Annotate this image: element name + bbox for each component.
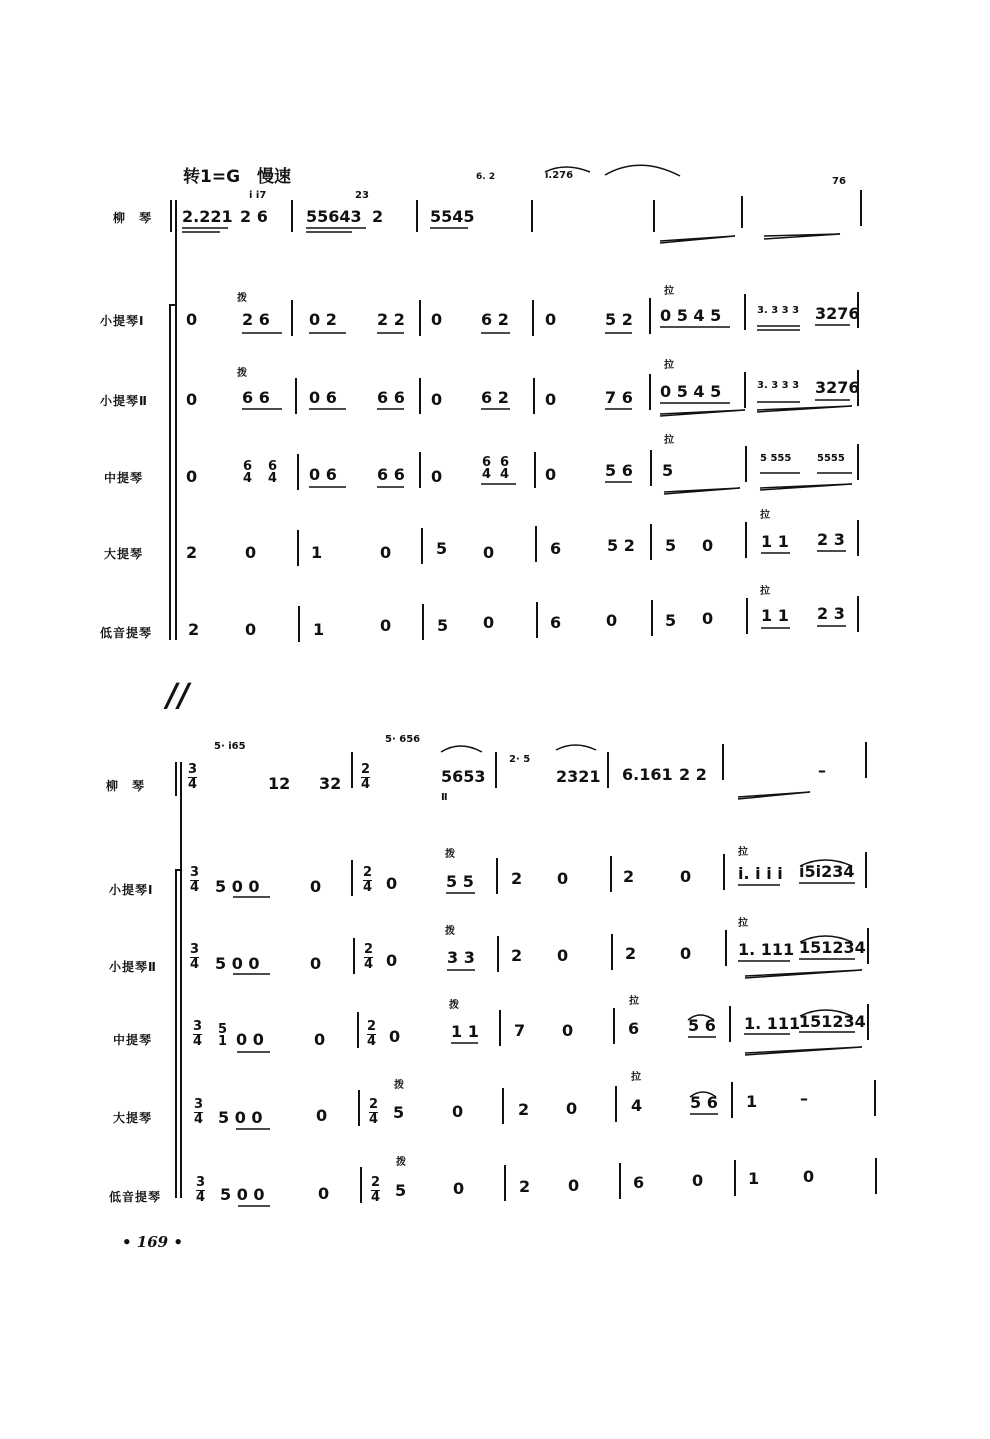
liuqin-ornament-marks: 6. 2 — [476, 172, 496, 182]
vn2b-m7: 2 — [625, 944, 637, 963]
cbb-m7: 6 — [633, 1173, 645, 1192]
va-chord-m2a: 6 4 — [243, 459, 253, 486]
time-signature-vn2: 3 4 — [190, 942, 200, 972]
va-chord-m6a: 6 4 — [482, 455, 492, 482]
vcb-m6: 0 — [566, 1099, 578, 1118]
time-signature-cb: 3 4 — [196, 1175, 206, 1205]
vn2b-bow-mark: 拉 — [738, 918, 748, 929]
vab-chord-m1: 5 1 — [218, 1022, 228, 1049]
liuqin2-m6: 6.161 — [622, 765, 673, 784]
vn2b-m3: 0 — [386, 951, 398, 970]
vn1-m7: 0 — [545, 310, 557, 329]
vn2b-m1: 5 0 0 — [215, 954, 260, 973]
cbb-m5: 2 — [519, 1177, 531, 1196]
vab-m3: 0 — [389, 1027, 401, 1046]
va-m3: 0 6 — [309, 465, 337, 484]
cbb-m8: 0 — [692, 1171, 704, 1190]
time-signature-vn1: 3 4 — [190, 865, 200, 895]
vcb-bow-mark: 拉 — [631, 1072, 641, 1083]
vc-m8: 5 2 — [607, 536, 635, 555]
vc-m12: 2 3 — [817, 530, 845, 549]
cbb-m9: 1 — [748, 1169, 760, 1188]
time-signature-vn1-b: 2 4 — [363, 865, 373, 895]
vcb-m3: 5 — [393, 1103, 405, 1122]
va-m11: 5555 — [817, 453, 845, 464]
vn1b-pluck-mark: 拨 — [445, 849, 455, 860]
time-signature-va: 3 4 — [193, 1019, 203, 1049]
page-number: • 169 • — [122, 1233, 183, 1251]
vn2-m2: 6 6 — [242, 388, 270, 407]
liuqin-measure-2b: 2 — [372, 207, 384, 226]
vn2b-m2: 0 — [310, 954, 322, 973]
time-signature-vc-b: 2 4 — [369, 1097, 379, 1127]
instrument-label-violin1-2: 小提琴Ⅰ — [109, 883, 154, 897]
va-chord-m2b: 6 4 — [268, 459, 278, 486]
va-chord-m6b: 6 4 — [500, 455, 510, 482]
vn1-m11: 3276 — [815, 304, 860, 323]
instrument-label-cello: 大提琴 — [104, 547, 144, 561]
vn1-m4: 2 2 — [377, 310, 405, 329]
vab-m4: 1 1 — [451, 1022, 479, 1041]
time-signature-va-b: 2 4 — [367, 1019, 377, 1049]
vn2-m1: 0 — [186, 390, 198, 409]
liuqin2-m7: 2 2 — [679, 765, 707, 784]
vn2-m9: 0 5 4 5 — [660, 382, 722, 401]
cb-m12: 2 3 — [817, 604, 845, 623]
cbb-m2: 0 — [318, 1184, 330, 1203]
vn2-m7: 0 — [545, 390, 557, 409]
key-tempo-marking: 转1=G 慢速 — [183, 167, 292, 187]
vn1b-m8: 0 — [680, 867, 692, 886]
va-m7: 0 — [545, 465, 557, 484]
cb-m3: 1 — [313, 620, 325, 639]
vab-m7: 6 — [628, 1019, 640, 1038]
vn2-bow-mark: 拉 — [664, 360, 674, 371]
va-m5: 0 — [431, 467, 443, 486]
vcb-m10: – — [800, 1089, 808, 1108]
liuqin-measure-6-top: 76 — [832, 176, 846, 187]
vc-m3: 1 — [311, 543, 323, 562]
vc-m11: 1 1 — [761, 532, 789, 551]
cb-m1: 2 — [188, 620, 200, 639]
vc-m9: 5 — [665, 536, 677, 555]
system-separator: // — [162, 676, 193, 714]
cb-m2: 0 — [245, 620, 257, 639]
vn1-m8: 5 2 — [605, 310, 633, 329]
time-signature-cb-b: 2 4 — [371, 1175, 381, 1205]
liuqin-measure-2a: 55643 — [306, 207, 362, 226]
vn1-m10: 3. 3 3 3 — [757, 305, 800, 316]
vn1b-bow-mark: 拉 — [738, 847, 748, 858]
vc-m7: 6 — [550, 539, 562, 558]
liuqin2-m3: 5653 — [441, 767, 486, 786]
liuqin2-roman: Ⅱ — [441, 792, 448, 803]
vn1-pluck-mark: 拨 — [237, 293, 247, 304]
liuqin-grace-notes: i i7 — [249, 190, 267, 201]
liuqin2-m4: 2· 5 — [509, 754, 531, 765]
vn2-m11: 3276 — [815, 378, 860, 397]
instrument-label-bass: 低音提琴 — [100, 626, 153, 640]
liuqin2-m8: – — [818, 761, 826, 780]
time-signature-liuqin: 3 4 — [188, 762, 198, 792]
cb-m10: 0 — [702, 609, 714, 628]
cb-bow-mark: 拉 — [760, 586, 770, 597]
liuqin-measure-1b: 2 6 — [240, 207, 268, 226]
vn2b-m5: 2 — [511, 946, 523, 965]
va-bow-mark: 拉 — [664, 435, 674, 446]
va-m10: 5 555 — [760, 453, 792, 464]
vab-m5: 7 — [514, 1021, 526, 1040]
vc-m2: 0 — [245, 543, 257, 562]
cb-m7: 6 — [550, 613, 562, 632]
vn2-m5: 0 — [431, 390, 443, 409]
vn1-m5: 0 — [431, 310, 443, 329]
vn1-m9: 0 5 4 5 — [660, 306, 722, 325]
vn2-m4: 6 6 — [377, 388, 405, 407]
instrument-label-liuqin-2: 柳 琴 — [106, 779, 146, 793]
vn2-m8: 7 6 — [605, 388, 633, 407]
vab-m6: 0 — [562, 1021, 574, 1040]
va-m1: 0 — [186, 467, 198, 486]
cbb-m4: 0 — [453, 1179, 465, 1198]
vn1-m1: 0 — [186, 310, 198, 329]
vab-m8: 5 6 — [688, 1016, 716, 1035]
cbb-pluck-mark: 拨 — [396, 1157, 406, 1168]
vn2-m10: 3. 3 3 3 — [757, 380, 800, 391]
vab-bow-mark: 拉 — [629, 996, 639, 1007]
vc-m10: 0 — [702, 536, 714, 555]
vcb-m1: 5 0 0 — [218, 1108, 263, 1127]
vc-m5: 5 — [436, 539, 448, 558]
instrument-label-viola-2: 中提琴 — [113, 1033, 153, 1047]
time-signature-liuqin-b: 2 4 — [361, 762, 371, 792]
vn2-m3: 0 6 — [309, 388, 337, 407]
vn1-bow-mark: 拉 — [664, 286, 674, 297]
liuqin-measure-1a: 2.221 — [182, 207, 233, 226]
instrument-label-bass-2: 低音提琴 — [109, 1190, 162, 1204]
cb-m9: 5 — [665, 611, 677, 630]
vn1b-m5: 2 — [511, 869, 523, 888]
vn1b-m10: i5i234 — [799, 862, 855, 881]
vn1-m3: 0 2 — [309, 310, 337, 329]
vab-m9: 1. 111 — [744, 1014, 801, 1033]
cbb-m6: 0 — [568, 1176, 580, 1195]
vn2b-m6: 0 — [557, 946, 569, 965]
vcb-pluck-mark: 拨 — [394, 1080, 404, 1091]
liuqin-measure-3: 5545 — [430, 207, 475, 226]
vab-m2: 0 — [314, 1030, 326, 1049]
vn2b-m8: 0 — [680, 944, 692, 963]
vn1b-m2: 0 — [310, 877, 322, 896]
vn1-m6: 6 2 — [481, 310, 509, 329]
vn2b-m9: 1. 111 — [738, 940, 795, 959]
instrument-label-viola: 中提琴 — [104, 471, 144, 485]
vab-m1: 0 0 — [236, 1030, 264, 1049]
vn2-m6: 6 2 — [481, 388, 509, 407]
va-m9: 5 — [662, 461, 674, 480]
vn1b-m6: 0 — [557, 869, 569, 888]
liuqin-measure-4-top: i.276 — [545, 170, 574, 181]
vn1b-m4: 5 5 — [446, 872, 474, 891]
vn2b-m10: 151234 — [799, 938, 866, 957]
vc-m6: 0 — [483, 543, 495, 562]
vc-m4: 0 — [380, 543, 392, 562]
liuqin2-m5: 2321 — [556, 767, 601, 786]
instrument-label-liuqin: 柳 琴 — [113, 211, 153, 225]
liuqin-grace-23: 23 — [355, 190, 369, 201]
cbb-m10: 0 — [803, 1167, 815, 1186]
vc-bow-mark: 拉 — [760, 510, 770, 521]
vn2b-m4: 3 3 — [447, 948, 475, 967]
vn2b-pluck-mark: 拨 — [445, 926, 455, 937]
vn1b-m1: 5 0 0 — [215, 877, 260, 896]
time-signature-vc: 3 4 — [194, 1097, 204, 1127]
vab-pluck-mark: 拨 — [449, 1000, 459, 1011]
va-m8: 5 6 — [605, 461, 633, 480]
liuqin2-m1: 12 — [268, 774, 291, 793]
vcb-m8: 5 6 — [690, 1093, 718, 1112]
va-m4: 6 6 — [377, 465, 405, 484]
cb-m6: 0 — [483, 613, 495, 632]
vab-m10: 151234 — [799, 1012, 866, 1031]
cbb-m3: 5 — [395, 1181, 407, 1200]
time-signature-vn2-b: 2 4 — [364, 942, 374, 972]
cb-m11: 1 1 — [761, 606, 789, 625]
cb-m5: 5 — [437, 616, 449, 635]
liuqin2-top1: 5· i65 — [214, 741, 246, 752]
vcb-m9: 1 — [746, 1092, 758, 1111]
vn2-pluck-mark: 拨 — [237, 368, 247, 379]
instrument-label-violin1: 小提琴Ⅰ — [100, 314, 145, 328]
instrument-label-violin2-2: 小提琴Ⅱ — [109, 960, 157, 974]
liuqin2-m2: 32 — [319, 774, 342, 793]
cbb-m1: 5 0 0 — [220, 1185, 265, 1204]
vn1b-m9: i. i i i — [738, 864, 783, 883]
vcb-m7: 4 — [631, 1096, 643, 1115]
liuqin2-top2: 5· 656 — [385, 734, 421, 745]
instrument-label-violin2: 小提琴Ⅱ — [100, 394, 148, 408]
vcb-m5: 2 — [518, 1100, 530, 1119]
vcb-m2: 0 — [316, 1106, 328, 1125]
cb-m8: 0 — [606, 611, 618, 630]
cb-m4: 0 — [380, 616, 392, 635]
vn1-m2: 2 6 — [242, 310, 270, 329]
vn1b-m7: 2 — [623, 867, 635, 886]
vc-m1: 2 — [186, 543, 198, 562]
vcb-m4: 0 — [452, 1102, 464, 1121]
instrument-label-cello-2: 大提琴 — [113, 1111, 153, 1125]
vn1b-m3: 0 — [386, 874, 398, 893]
